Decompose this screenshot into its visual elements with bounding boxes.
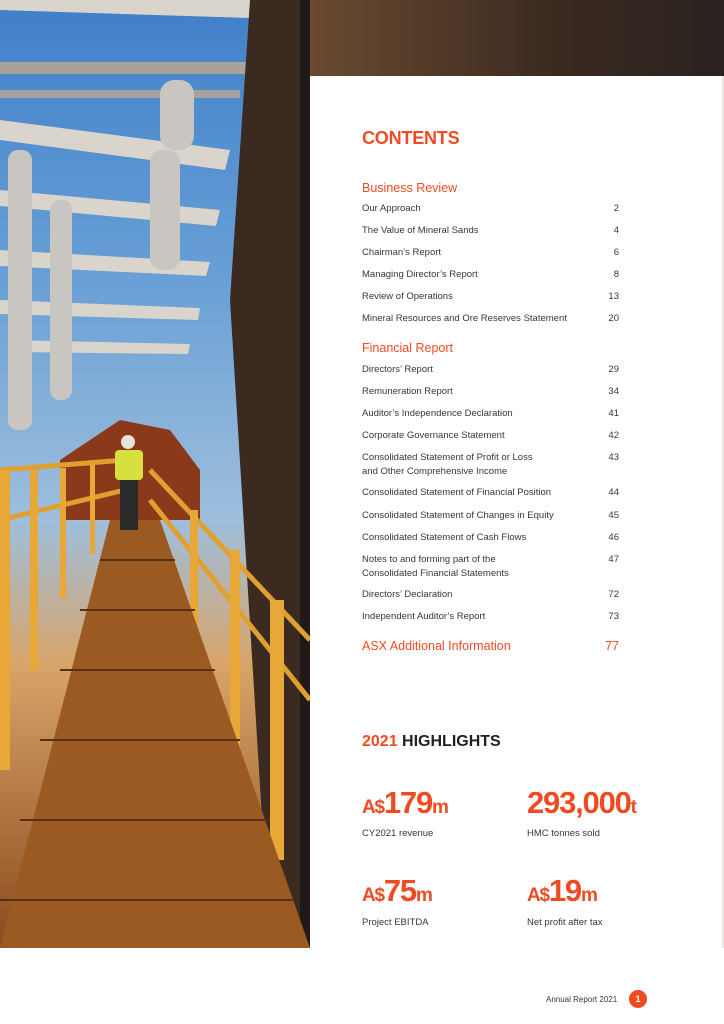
toc-page: 6 [613,247,619,258]
toc-row[interactable] [362,531,619,545]
highlights-year: 2021 [362,733,398,750]
toc-row[interactable] [362,246,619,260]
metric-value: 19 [548,873,581,908]
toc-page: 73 [608,611,619,622]
toc-page: 47 [608,554,619,565]
toc-page: 46 [608,532,619,543]
toc-row-asx[interactable] [362,639,619,653]
toc-row[interactable] [362,224,619,238]
walkway-illustration [0,0,310,948]
toc-label: Directors’ Declaration [362,589,453,600]
toc-label: Chairman’s Report [362,247,442,258]
toc-row[interactable] [362,290,619,304]
toc-label: Review of Operations [362,291,453,302]
metric-suffix: t [630,797,636,818]
toc-row[interactable] [362,407,619,421]
toc-page: 34 [608,386,619,397]
toc-page: 4 [613,225,619,236]
metric-value: 75 [383,873,416,908]
toc-page: 42 [608,430,619,441]
highlights-title-text: HIGHLIGHTS [397,733,501,750]
toc-page: 77 [605,639,619,653]
toc-row[interactable] [362,509,619,523]
metric-suffix: m [415,885,432,906]
metric-label: HMC tonnes sold [527,828,600,839]
toc-page: 44 [608,487,619,498]
toc-label: Consolidated Statement of Changes in Equity [362,510,554,521]
toc-row[interactable] [362,363,619,377]
highlights-title [362,733,501,751]
toc-label: Corporate Governance Statement [362,430,505,441]
metric-label: Net profit after tax [527,917,603,928]
toc-row[interactable] [362,610,619,624]
toc-row[interactable] [362,202,619,216]
toc-page: 41 [608,408,619,419]
footer-title: Annual Report 2021 [546,995,618,1004]
toc-label: Remuneration Report [362,386,453,397]
metric-label: Project EBITDA [362,917,429,928]
financial-report-heading: Financial Report [362,341,454,355]
toc-page: 45 [608,510,619,521]
metric-ebitda [362,873,432,909]
toc-label: ASX Additional Information [362,639,511,653]
metric-value: 179 [383,785,433,820]
toc-page: 8 [613,269,619,280]
metric-label: CY2021 revenue [362,828,434,839]
toc-row[interactable] [362,553,619,580]
cover-photo [0,0,310,948]
toc-label: Our Approach [362,203,421,214]
toc-row[interactable] [362,385,619,399]
toc-row[interactable] [362,588,619,602]
toc-label: The Value of Mineral Sands [362,225,479,236]
toc-label: Consolidated Statement of Cash Flows [362,532,527,543]
toc-page: 43 [608,452,619,463]
toc-label: Notes to and forming part of the Consolidated Financial Statements [362,554,509,579]
metric-prefix: A$ [527,885,549,906]
metric-prefix: A$ [362,885,384,906]
photo-top-strip [310,0,724,76]
business-review-heading: Business Review [362,181,458,195]
toc-row[interactable] [362,312,619,326]
toc-label: Managing Director’s Report [362,269,478,280]
toc-label: Consolidated Statement of Profit or Loss and Other Comprehensive Income [362,452,533,477]
metric-revenue [362,785,448,821]
toc-label: Independent Auditor’s Report [362,611,486,622]
toc-page: 72 [608,589,619,600]
toc-row[interactable] [362,268,619,282]
metric-npat [527,873,597,909]
toc-label: Mineral Resources and Ore Reserves Statement [362,313,567,324]
toc-label: Auditor’s Independence Declaration [362,408,513,419]
toc-page: 29 [608,364,619,375]
toc-page: 13 [608,291,619,302]
toc-page: 20 [608,313,619,324]
page-number-badge: 1 [629,990,647,1008]
toc-label: Consolidated Statement of Financial Position [362,487,552,498]
metric-suffix: m [580,885,597,906]
toc-row[interactable] [362,486,619,500]
toc-page: 2 [613,203,619,214]
metric-prefix: A$ [362,797,384,818]
metric-suffix: m [432,797,448,818]
metric-value: 293,000 [527,785,631,820]
toc-row[interactable] [362,451,619,478]
toc-label: Directors’ Report [362,364,433,375]
metric-tonnes [527,785,636,821]
contents-title: CONTENTS [362,128,460,148]
toc-row[interactable] [362,429,619,443]
